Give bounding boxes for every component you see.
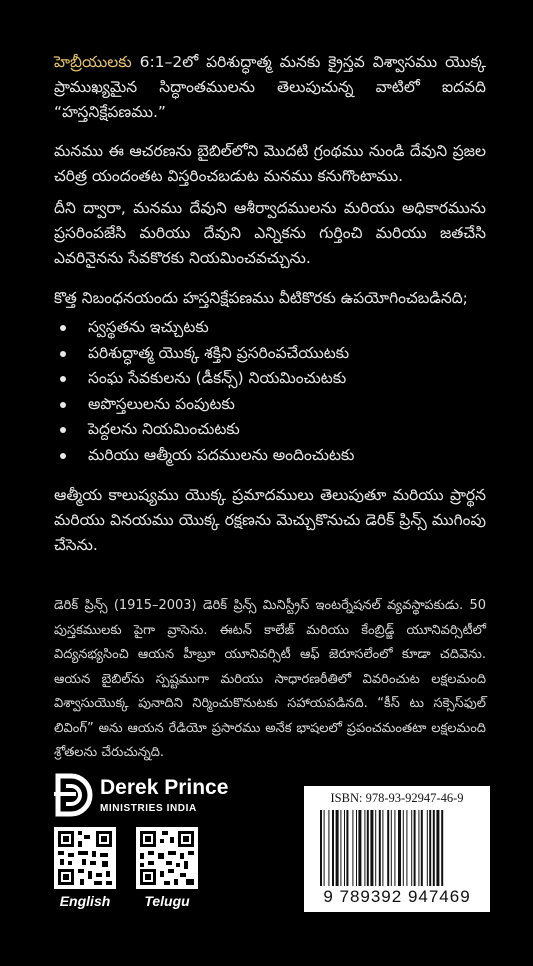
isbn-barcode-block <box>304 786 490 912</box>
intro-paragraph <box>54 50 486 125</box>
new-testament-paragraph: కొత్త నిబంధనయందు హస్తనిక్షేపణము వీటికొరకు ఉపయోగించబడినది; <box>54 289 468 307</box>
list-item: మరియు ఆత్మీయ పదములను అందించుటకు <box>54 443 486 469</box>
author-bio: డెరిక్ ప్రిన్స్ (1915–2003) డెరిక్ ప్రిన్స్ మినిస్ట్రీస్ ఇంటర్నేషనల్ వ్యవస్థాపకుడు. 50 పుస్తకములకు పైగా వ్రాసెను. ఈటన్ కాలేజ్ మరియు కేంబ్రిడ్జ్ యూనివర్సిటీలో విద్యనభ్యసించి ఆయన హీబ్రూ యూనివర్సిటీ ఆఫ్ జెరూసలేంలో కూడా చదివెను. ఆయన బైబిల్‌ను స్పష్టముగా మరియు సాధారణరీతిలో వివరించుట లక్షలమంది విశ్వాసుయొక్క పునాదిని నిర్మించుకొనుటకు సహాయపడినది. “కీస్ టు సక్సెస్‌ఫుల్ లివింగ్” అను ఆయన రేడియో ప్రసారము అనేక భాషలలో ప్రపంచమంతటా లక్షలమంది శ్రోతలను చేరుచున్నది. <box>54 598 486 760</box>
list-item: పెద్దలను నియమించుటకు <box>54 417 486 443</box>
uses-list <box>54 315 486 468</box>
conclusion-paragraph: ఆత్మీయ కాలుష్యము యొక్క ప్రమాదములు తెలుపుతూ మరియు ప్రార్థన మరియు వినయము యొక్క రక్షణను మెచ్చుకొనుచు డెరిక్ ప్రిన్స్ ముగింపు చేసెను. <box>54 486 486 554</box>
qr-code-icon <box>54 827 116 889</box>
isbn-label: ISBN: 978-93-92947-46-9 <box>330 791 464 805</box>
practice-paragraph: మనము ఈ ఆచరణను బైబిల్‌లోని మొదటి గ్రంథము నుండి దేవుని ప్రజల చరిత్ర యందంతట విస్తరించబడుట మనము కనుగొంటాము. <box>54 142 486 185</box>
list-item: అపొస్తలులను పంపుటకు <box>54 392 486 418</box>
list-item: సంఘ సేవకులను (డీకన్స్) నియమించుటకు <box>54 366 486 392</box>
list-item: స్వస్థతను ఇచ్చుటకు <box>54 315 486 341</box>
intro-text: 6:1–2లో పరిశుద్ధాత్మ మనకు క్రైస్తవ విశ్వాసము యొక్క ప్రాముఖ్యమైన సిద్ధాంతములను తెలుపుచున్న వాటిలో ఐదవది “హస్తనిక్షేపణము.” <box>54 53 486 121</box>
dp-logo-icon <box>54 772 94 818</box>
blessing-paragraph: దీని ద్వారా, మనము దేవుని ఆశీర్వాదములను మరియు అధికారమును ప్రసరింపజేసి మరియు దేవుని ఎన్నికను గుర్తించి మరియు జతచేసి ఎవరినైనను సేవకొరకు నియమించవచ్చును. <box>54 199 486 267</box>
publisher-logo <box>54 772 244 822</box>
logo-subtitle: MINISTRIES INDIA <box>100 803 197 814</box>
list-item: పరిశుద్ధాత్మ యొక్క శక్తిని ప్రసరింపచేయుటకు <box>54 341 486 367</box>
logo-name: Derek Prince <box>100 776 229 799</box>
barcode-number: 9 789392 947469 <box>323 887 471 906</box>
hebrews-reference: హెబ్రీయులకు <box>54 53 132 71</box>
qr-code-icon <box>136 827 198 889</box>
qr-label-english: English <box>59 893 111 909</box>
qr-code-english[interactable] <box>54 827 116 889</box>
qr-code-telugu[interactable] <box>136 827 198 889</box>
qr-label-telugu: Telugu <box>144 893 190 909</box>
